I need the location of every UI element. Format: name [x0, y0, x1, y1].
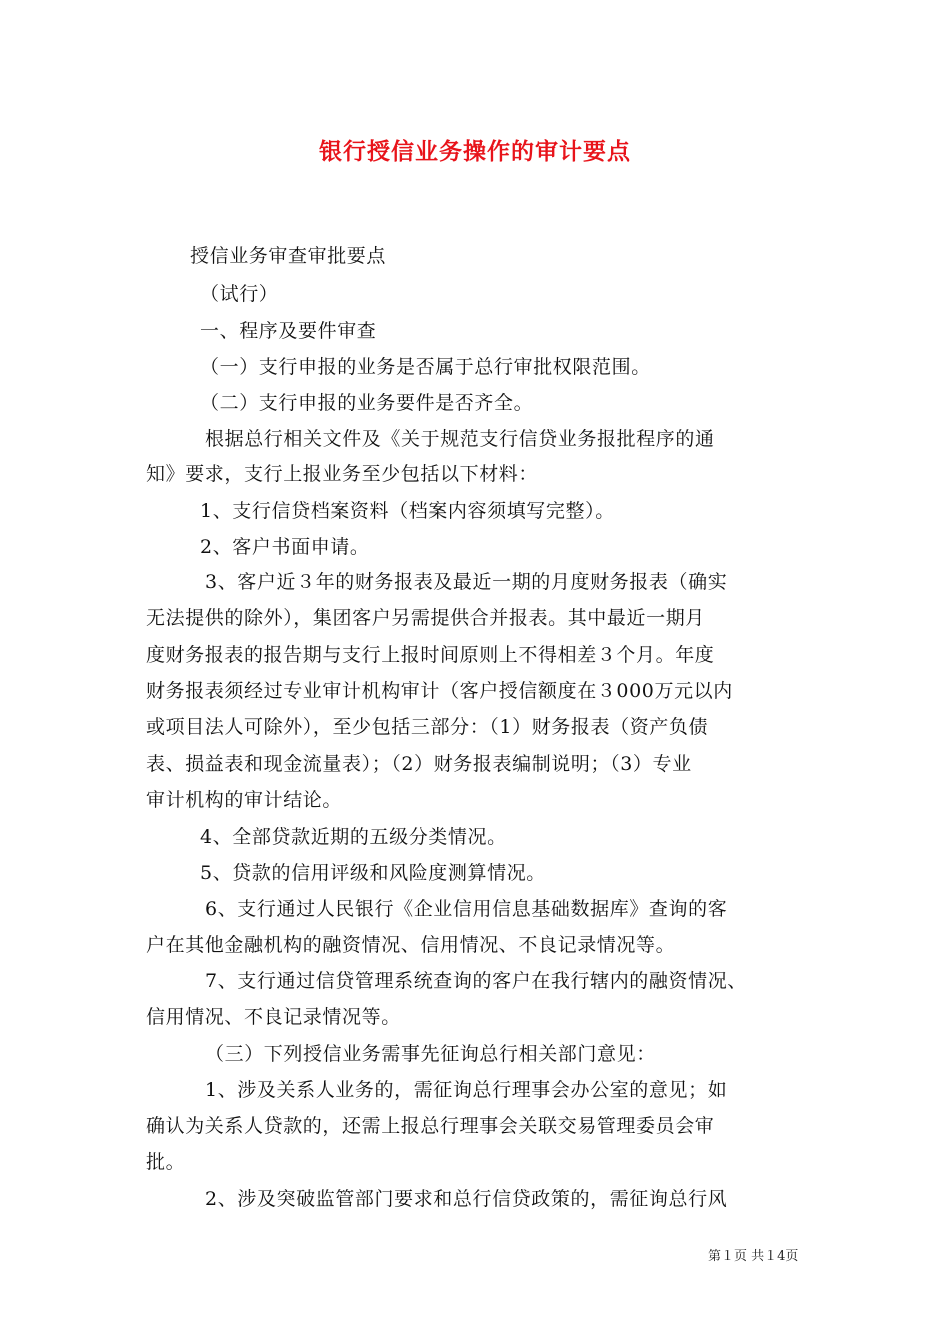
text-line: 1、支行信贷档案资料（档案内容须填写完整）。: [200, 500, 615, 522]
text-line: 户在其他金融机构的融资情况、信用情况、不良记录情况等。: [146, 934, 676, 956]
text-line: （三）下列授信业务需事先征询总行相关部门意见：: [205, 1043, 656, 1065]
text-line: 授信业务审查审批要点: [190, 245, 387, 267]
text-line: 一、程序及要件审查: [200, 320, 377, 342]
text-line: 信用情况、不良记录情况等。: [146, 1006, 401, 1028]
text-line: 1、涉及关系人业务的，需征询总行理事会办公室的意见；如: [205, 1079, 728, 1101]
text-line: 根据总行相关文件及《关于规范支行信贷业务报批程序的通: [205, 428, 715, 450]
text-line: 知》要求，支行上报业务至少包括以下材料：: [146, 463, 539, 485]
text-line: 度财务报表的报告期与支行上报时间原则上不得相差３个月。年度: [146, 644, 715, 666]
text-line: 4、全部贷款近期的五级分类情况。: [200, 826, 507, 848]
text-line: 5、贷款的信用评级和风险度测算情况。: [200, 862, 546, 884]
text-line: 审计机构的审计结论。: [146, 789, 343, 811]
text-line: 无法提供的除外），集团客户另需提供合并报表。其中最近一期月: [146, 607, 705, 629]
text-line: （二）支行申报的业务要件是否齐全。: [200, 392, 534, 414]
text-line: 7、支行通过信贷管理系统查询的客户在我行辖内的融资情况、: [205, 970, 747, 992]
document-title: 银行授信业务操作的审计要点: [319, 138, 631, 165]
text-line: 2、客户书面申请。: [200, 536, 370, 558]
text-line: （试行）: [200, 283, 279, 305]
text-line: 2、涉及突破监管部门要求和总行信贷政策的，需征询总行风: [205, 1188, 728, 1210]
text-line: 财务报表须经过专业审计机构审计（客户授信额度在３000万元以内: [146, 680, 733, 702]
text-line: （一）支行申报的业务是否属于总行审批权限范围。: [200, 356, 651, 378]
text-line: 3、客户近３年的财务报表及最近一期的月度财务报表（确实: [205, 571, 728, 593]
text-line: 表、损益表和现金流量表）；（2）财务报表编制说明；（3）专业: [146, 753, 692, 775]
text-line: 确认为关系人贷款的，还需上报总行理事会关联交易管理委员会审: [146, 1115, 715, 1137]
text-line: 6、支行通过人民银行《企业信用信息基础数据库》查询的客: [205, 898, 728, 920]
text-line: 或项目法人可除外），至少包括三部分：（1）财务报表（资产负债: [146, 716, 709, 738]
page-number: 第１页 共１4页: [708, 1249, 799, 1264]
text-line: 批。: [146, 1151, 186, 1173]
